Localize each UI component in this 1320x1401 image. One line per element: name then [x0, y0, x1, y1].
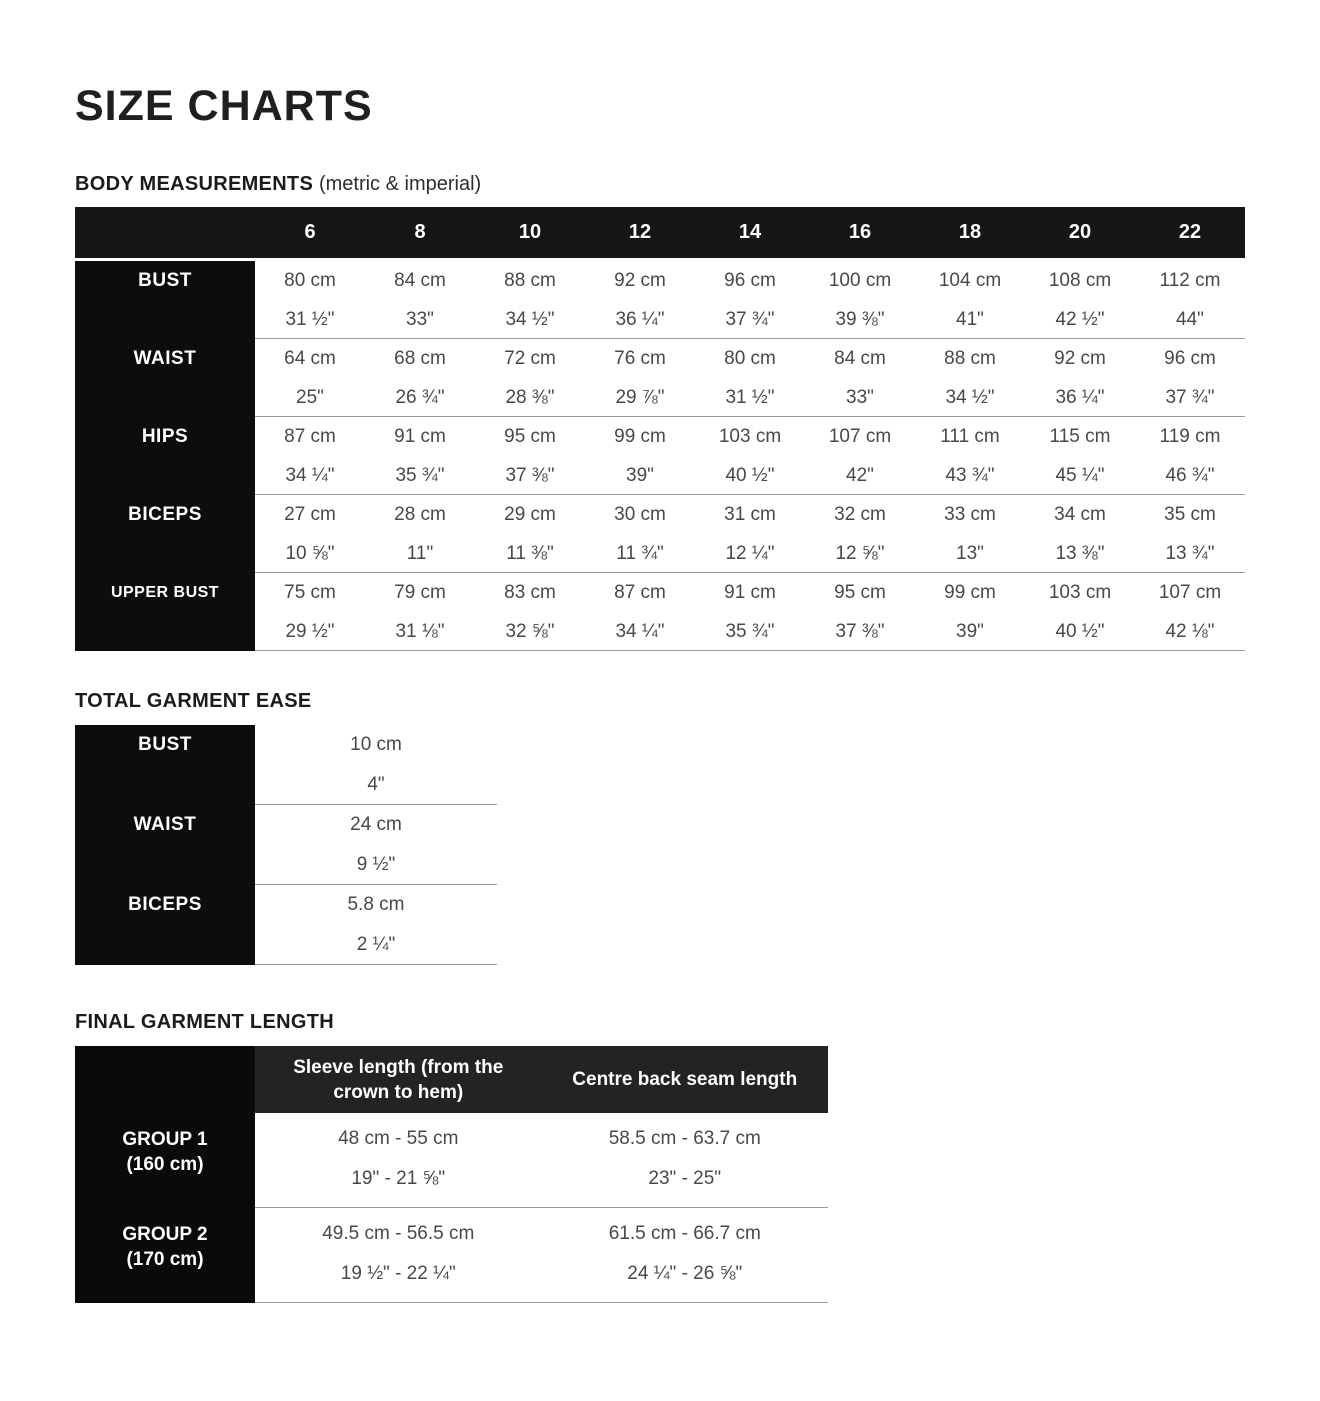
size-header: 6	[304, 221, 316, 244]
garment-ease-table	[75, 725, 1245, 965]
inch-value: 9 ½"	[356, 854, 396, 876]
row-label-text: UPPER BUST	[110, 584, 220, 602]
measurement-cell	[805, 261, 915, 339]
sleeve-length-cell	[255, 1214, 542, 1302]
row-label	[75, 261, 255, 339]
cm-value: 10 cm	[350, 734, 402, 756]
sleeve-length-cell	[255, 1119, 542, 1207]
inch-value: 11"	[406, 543, 434, 565]
inch-value: 4"	[367, 774, 385, 796]
size-header: 16	[848, 221, 872, 244]
garment-length-heading: FINAL GARMENT LENGTH	[75, 1011, 334, 1034]
inch-value: 28 ⅜"	[505, 387, 555, 409]
size-header: 20	[1068, 221, 1092, 244]
size-header: 18	[958, 221, 982, 244]
row-data	[255, 573, 1245, 651]
row-data	[255, 417, 1245, 495]
cm-value: 64 cm	[284, 348, 336, 370]
measurement-cell	[1025, 339, 1135, 417]
measurement-cell	[805, 495, 915, 573]
measurement-cell	[1135, 573, 1245, 651]
measurement-cell	[365, 573, 475, 651]
cm-value: 34 cm	[1054, 504, 1106, 526]
cm-value: 103 cm	[718, 426, 782, 448]
inch-value: 19 ½" - 22 ¼"	[340, 1263, 456, 1285]
row-data	[255, 339, 1245, 417]
measurement-cell	[255, 261, 365, 339]
garment-length-table	[75, 1046, 828, 1303]
row-data	[255, 1208, 828, 1303]
cm-value: 95 cm	[834, 582, 886, 604]
size-header: 12	[628, 221, 652, 244]
measurement-cell	[255, 339, 365, 417]
cm-value: 99 cm	[614, 426, 666, 448]
cm-value: 88 cm	[504, 270, 556, 292]
inch-value: 26 ¾"	[395, 387, 445, 409]
column-header-text: Sleeve length (from the crown to hem)	[293, 1056, 504, 1103]
row-label	[75, 339, 255, 417]
inch-value: 31 ½"	[725, 387, 775, 409]
inch-value: 36 ¼"	[1055, 387, 1105, 409]
cm-value: 107 cm	[828, 426, 892, 448]
body-measurements-heading-bold: BODY MEASUREMENTS	[75, 173, 314, 196]
cm-value: 28 cm	[394, 504, 446, 526]
inch-value: 23" - 25"	[648, 1168, 722, 1190]
cm-value: 76 cm	[614, 348, 666, 370]
cm-value: 107 cm	[1158, 582, 1222, 604]
cm-value: 111 cm	[940, 426, 1000, 448]
inch-value: 29 ½"	[285, 621, 335, 643]
table-row-group-2	[75, 1208, 828, 1303]
cm-value: 5.8 cm	[347, 894, 405, 916]
measurement-cell	[365, 495, 475, 573]
cm-value: 83 cm	[504, 582, 556, 604]
inch-value: 44"	[1176, 309, 1204, 331]
inch-value: 40 ½"	[1055, 621, 1105, 643]
cm-value: 30 cm	[614, 504, 666, 526]
cm-value: 29 cm	[504, 504, 556, 526]
inch-value: 37 ⅜"	[835, 621, 885, 643]
row-data	[255, 1113, 828, 1208]
garment-ease-heading: TOTAL GARMENT EASE	[75, 690, 312, 713]
cm-value: 91 cm	[394, 426, 446, 448]
measurement-cell	[1025, 261, 1135, 339]
inch-value: 12 ¼"	[725, 543, 775, 565]
cm-value: 33 cm	[944, 504, 996, 526]
row-label-text: WAIST	[133, 348, 197, 370]
measurement-cell	[1135, 495, 1245, 573]
measurement-cell	[695, 261, 805, 339]
cm-value: 72 cm	[504, 348, 556, 370]
inch-value: 37 ¾"	[725, 309, 775, 331]
cm-value: 100 cm	[828, 270, 892, 292]
inch-value: 24 ¼" - 26 ⅝"	[627, 1263, 743, 1285]
measurement-cell	[585, 339, 695, 417]
inch-value: 31 ½"	[285, 309, 335, 331]
column-header-text: Centre back seam length	[572, 1069, 798, 1091]
cm-value: 115 cm	[1049, 426, 1111, 448]
inch-value: 33"	[406, 309, 434, 331]
row-data	[255, 725, 497, 805]
size-header: 22	[1178, 221, 1202, 244]
measurement-cell	[1135, 417, 1245, 495]
cm-value: 61.5 cm - 66.7 cm	[608, 1223, 761, 1245]
row-label	[75, 1113, 255, 1208]
measurement-cell	[695, 573, 805, 651]
cm-value: 112 cm	[1159, 270, 1221, 292]
measurement-cell	[1025, 573, 1135, 651]
measurement-cell	[915, 339, 1025, 417]
measurement-cell	[585, 573, 695, 651]
cm-value: 92 cm	[614, 270, 666, 292]
row-label-text: BICEPS	[128, 504, 202, 526]
measurement-cell	[805, 339, 915, 417]
inch-value: 25"	[296, 387, 324, 409]
inch-value: 34 ¼"	[285, 465, 335, 487]
measurement-cell	[475, 261, 585, 339]
row-label-text: WAIST	[133, 814, 197, 836]
measurement-cell	[915, 573, 1025, 651]
cm-value: 103 cm	[1048, 582, 1112, 604]
measurement-cell	[1135, 339, 1245, 417]
size-header: 8	[414, 221, 426, 244]
row-label	[75, 573, 255, 651]
cm-value: 80 cm	[284, 270, 336, 292]
row-label-text: BICEPS	[128, 894, 202, 916]
size-header: 14	[738, 221, 762, 244]
row-label	[75, 725, 255, 805]
measurement-cell	[1135, 261, 1245, 339]
table-row-bust	[75, 261, 1245, 339]
cm-value: 24 cm	[350, 814, 402, 836]
group-name: GROUP 2	[122, 1224, 208, 1246]
cm-value: 80 cm	[724, 348, 776, 370]
inch-value: 40 ½"	[725, 465, 775, 487]
measurement-cell	[255, 573, 365, 651]
inch-value: 35 ¾"	[725, 621, 775, 643]
cm-value: 31 cm	[724, 504, 776, 526]
measurement-cell	[695, 495, 805, 573]
body-measurements-table	[75, 207, 1245, 651]
inch-value: 45 ¼"	[1055, 465, 1105, 487]
measurement-cell	[475, 417, 585, 495]
table-row-upper-bust	[75, 573, 1245, 651]
inch-value: 35 ¾"	[395, 465, 445, 487]
table-row-ease-bust	[75, 725, 1245, 805]
table-row-waist	[75, 339, 1245, 417]
inch-value: 42 ⅛"	[1165, 621, 1215, 643]
measurement-cell	[365, 261, 475, 339]
cm-value: 84 cm	[394, 270, 446, 292]
inch-value: 37 ⅜"	[505, 465, 555, 487]
group-height: (160 cm)	[126, 1154, 204, 1176]
page-title: SIZE CHARTS	[75, 82, 373, 130]
size-header: 10	[518, 221, 542, 244]
measurement-cell	[365, 339, 475, 417]
inch-value: 34 ¼"	[615, 621, 665, 643]
back-seam-cell	[542, 1119, 829, 1207]
measurement-cell	[475, 495, 585, 573]
cm-value: 87 cm	[614, 582, 666, 604]
body-measurements-heading	[75, 173, 1245, 196]
cm-value: 95 cm	[504, 426, 556, 448]
inch-value: 11 ¾"	[616, 543, 664, 565]
inch-value: 39"	[956, 621, 984, 643]
cm-value: 91 cm	[724, 582, 776, 604]
measurement-cell	[1025, 417, 1135, 495]
measurement-cell	[585, 417, 695, 495]
inch-value: 37 ¾"	[1165, 387, 1215, 409]
cm-value: 79 cm	[394, 582, 446, 604]
body-measurements-heading-note: (metric & imperial)	[318, 173, 482, 196]
row-label	[75, 805, 255, 885]
column-header-sleeve-length	[255, 1046, 542, 1113]
cm-value: 87 cm	[284, 426, 336, 448]
inch-value: 2 ¼"	[356, 934, 396, 956]
row-label	[75, 885, 255, 965]
garment-length-header-row	[75, 1046, 828, 1113]
cm-value: 119 cm	[1159, 426, 1221, 448]
inch-value: 34 ½"	[945, 387, 995, 409]
cm-value: 27 cm	[284, 504, 336, 526]
measurement-cell	[695, 417, 805, 495]
cm-value: 84 cm	[834, 348, 886, 370]
inch-value: 10 ⅝"	[285, 543, 335, 565]
row-label	[75, 1208, 255, 1303]
cm-value: 88 cm	[944, 348, 996, 370]
measurement-cell	[475, 339, 585, 417]
cm-value: 108 cm	[1048, 270, 1112, 292]
inch-value: 43 ¾"	[945, 465, 995, 487]
inch-value: 13"	[956, 543, 984, 565]
row-data	[255, 885, 497, 965]
cm-value: 99 cm	[944, 582, 996, 604]
size-header-row	[75, 207, 1245, 258]
inch-value: 11 ⅜"	[506, 543, 554, 565]
table-row-group-1	[75, 1113, 828, 1208]
cm-value: 35 cm	[1164, 504, 1216, 526]
row-label-text: BUST	[138, 734, 192, 756]
inch-value: 31 ⅛"	[395, 621, 445, 643]
measurement-cell	[255, 417, 365, 495]
row-data	[255, 805, 497, 885]
cm-value: 92 cm	[1054, 348, 1106, 370]
measurement-cell	[1025, 495, 1135, 573]
inch-value: 33"	[846, 387, 874, 409]
measurement-cell	[915, 417, 1025, 495]
cm-value: 75 cm	[284, 582, 336, 604]
cm-value: 104 cm	[938, 270, 1002, 292]
measurement-cell	[915, 261, 1025, 339]
inch-value: 46 ¾"	[1165, 465, 1215, 487]
measurement-cell	[475, 573, 585, 651]
cm-value: 96 cm	[1164, 348, 1216, 370]
measurement-cell	[585, 261, 695, 339]
inch-value: 39 ⅜"	[835, 309, 885, 331]
inch-value: 39"	[626, 465, 654, 487]
table-row-biceps	[75, 495, 1245, 573]
cm-value: 68 cm	[394, 348, 446, 370]
table-row-hips	[75, 417, 1245, 495]
group-name: GROUP 1	[122, 1129, 208, 1151]
group-height: (170 cm)	[126, 1249, 204, 1271]
measurement-cell	[805, 573, 915, 651]
cm-value: 48 cm - 55 cm	[338, 1128, 459, 1150]
row-data	[255, 495, 1245, 573]
inch-value: 29 ⅞"	[615, 387, 665, 409]
measurement-cell	[805, 417, 915, 495]
column-header-centre-back-seam	[542, 1046, 829, 1113]
cm-value: 96 cm	[724, 270, 776, 292]
table-row-ease-waist	[75, 805, 1245, 885]
measurement-cell	[365, 417, 475, 495]
row-label-text: HIPS	[141, 426, 189, 448]
measurement-cell	[585, 495, 695, 573]
inch-value: 36 ¼"	[615, 309, 665, 331]
header-spacer	[75, 1046, 255, 1113]
back-seam-cell	[542, 1214, 829, 1302]
inch-value: 42 ½"	[1055, 309, 1105, 331]
inch-value: 32 ⅝"	[505, 621, 555, 643]
inch-value: 13 ⅜"	[1055, 543, 1105, 565]
row-label	[75, 417, 255, 495]
row-label-text: BUST	[138, 270, 192, 292]
inch-value: 41"	[956, 309, 984, 331]
inch-value: 42"	[846, 465, 874, 487]
measurement-cell	[695, 339, 805, 417]
inch-value: 19" - 21 ⅝"	[351, 1168, 446, 1190]
inch-value: 34 ½"	[505, 309, 555, 331]
table-row-ease-biceps	[75, 885, 1245, 965]
measurement-cell	[255, 495, 365, 573]
inch-value: 13 ¾"	[1165, 543, 1215, 565]
cm-value: 32 cm	[834, 504, 886, 526]
row-data	[255, 261, 1245, 339]
cm-value: 49.5 cm - 56.5 cm	[322, 1223, 475, 1245]
cm-value: 58.5 cm - 63.7 cm	[608, 1128, 761, 1150]
row-label	[75, 495, 255, 573]
measurement-cell	[915, 495, 1025, 573]
inch-value: 12 ⅝"	[835, 543, 885, 565]
